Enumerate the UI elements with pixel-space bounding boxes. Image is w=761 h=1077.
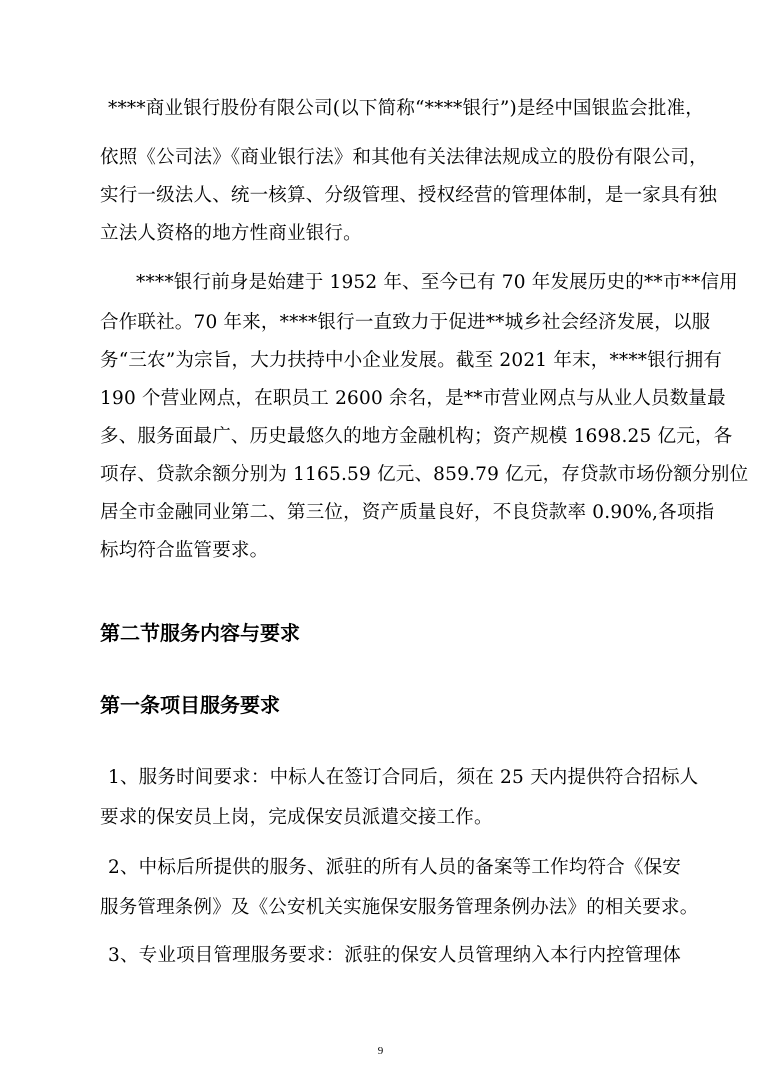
paragraph-2-line-3: 务“三农”为宗旨，大力扶持中小企业发展。截至 2021 年末，****银行拥有 xyxy=(100,350,723,371)
article-heading: 第一条项目服务要求 xyxy=(100,693,280,717)
paragraph-1-line-1: ****商业银行股份有限公司(以下简称“****银行”)是经中国银监会批准， xyxy=(108,98,704,119)
paragraph-1-line-2: 依照《公司法》《商业银行法》和其他有关法律法规成立的股份有限公司， xyxy=(100,147,708,168)
item-3-line-1: 3、专业项目管理服务要求：派驻的保安人员管理纳入本行内控管理体 xyxy=(108,945,681,966)
item-2-line-1: 2、中标后所提供的服务、派驻的所有人员的备案等工作均符合《保安 xyxy=(108,857,681,878)
paragraph-2-line-8: 标均符合监管要求。 xyxy=(100,540,269,561)
item-1-line-2: 要求的保安员上岗，完成保安员派遣交接工作。 xyxy=(100,807,493,828)
section-heading: 第二节服务内容与要求 xyxy=(100,621,300,645)
paragraph-2-line-6: 项存、贷款余额分别为 1165.59 亿元、859.79 亿元，存贷款市场份额分别位 xyxy=(100,464,749,485)
paragraph-2-line-5: 多、服务面最广、历史最悠久的地方金融机构；资产规模 1698.25 亿元，各 xyxy=(100,426,733,447)
page-number: 9 xyxy=(377,1045,384,1057)
paragraph-2-line-2: 合作联社。70 年来，****银行一直致力于促进**城乡社会经济发展，以服 xyxy=(100,312,711,333)
paragraph-2-line-7: 居全市金融同业第二、第三位，资产质量良好，不良贷款率 0.90%,各项指 xyxy=(100,502,715,523)
paragraph-1-line-3: 实行一级法人、统一核算、分级管理、授权经营的管理体制，是一家具有独 xyxy=(100,185,718,206)
paragraph-1-line-4: 立法人资格的地方性商业银行。 xyxy=(100,223,362,244)
paragraph-2-line-1: ****银行前身是始建于 1952 年、至今已有 70 年发展历史的**市**信用 xyxy=(136,272,738,293)
item-2-line-2: 服务管理条例》及《公安机关实施保安服务管理条例办法》的相关要求。 xyxy=(100,897,699,918)
paragraph-2-line-4: 190 个营业网点，在职员工 2600 余名，是**市营业网点与从业人员数量最 xyxy=(100,388,726,409)
item-1-line-1: 1、服务时间要求：中标人在签订合同后，须在 25 天内提供符合招标人 xyxy=(108,767,699,788)
